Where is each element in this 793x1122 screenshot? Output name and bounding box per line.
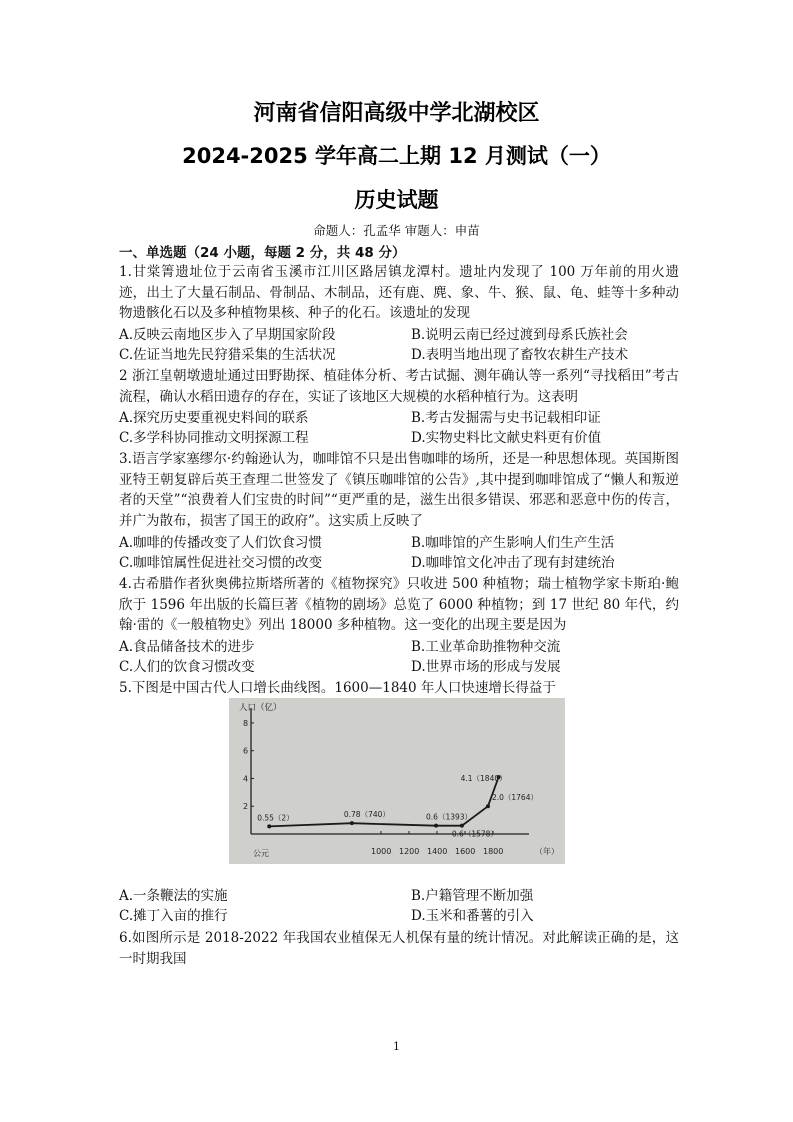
school-title: 河南省信阳高级中学北湖校区 xyxy=(253,101,540,126)
question-5-option-d: D.玉米和番薯的引入 xyxy=(411,908,534,924)
question-1-option-b: B.说明云南已经过渡到母系氏族社会 xyxy=(411,327,628,343)
population-chart xyxy=(229,698,565,864)
question-2-option-d: D.实物史料比文献史料更有价值 xyxy=(411,430,602,446)
question-2-option-b: B.考古发掘需与史书记载相印证 xyxy=(411,410,601,426)
x-tick-label: 1200 xyxy=(399,847,420,856)
population-chart-svg xyxy=(229,698,565,864)
question-5-option-c: C.摊丁入亩的推行 xyxy=(119,908,228,924)
x-axis-label: （年） xyxy=(535,847,559,856)
question-1-option-d: D.表明当地出现了畜牧农耕生产技术 xyxy=(411,347,629,363)
question-1-option-c: C.佐证当地先民狩猎采集的生活状况 xyxy=(119,347,336,363)
section-heading: 一、单选题（24 小题，每题 2 分，共 48 分） xyxy=(119,245,406,261)
question-2-stem: 2 浙江皇朝墩遗址通过田野勘探、植硅体分析、考古试掘、测年确认等一系列“寻找稻田”考古流程，确认水稻田遗存的存在，实证了该地区大规模的水稻种植行为。这表明 xyxy=(119,368,679,405)
question-3-stem: 3.语言学家塞缪尔·约翰逊认为，咖啡馆不只是出售咖啡的场所，还是一种思想体现。英国斯图亚特王朝复辟后英王查理二世签发了《镇压咖啡馆的公告》,其中提到咖啡馆成了“懒人和叛逆者的天堂”“浪费着人们宝贵的时间”“更严重的是，滋生出很多错误、邪恶和恶意中伤的传言，并广为散布，损害了国王的政府”。这实质上反映了 xyxy=(119,451,679,529)
data-point xyxy=(350,821,354,825)
question-2-option-a: A.探究历史要重视史料间的联系 xyxy=(119,410,309,426)
authors-line: 命题人：孔孟华 审题人：申苗 xyxy=(313,223,480,238)
x-tick-label: 1600 xyxy=(455,847,476,856)
x-tick-label: 1400 xyxy=(427,847,448,856)
question-4-option-a: A.食品储备技术的进步 xyxy=(119,639,255,655)
question-5-option-a: A.一条鞭法的实施 xyxy=(119,888,228,904)
x-tick-label: 1800 xyxy=(483,847,504,856)
question-4-option-b: B.工业革命助推物种交流 xyxy=(411,639,561,655)
question-6-stem: 6.如图所示是 2018-2022 年我国农业植保无人机保有量的统计情况。对此解读正确的是，这一时期我国 xyxy=(119,930,679,967)
data-label: 0.6（1578） xyxy=(451,829,498,839)
data-point xyxy=(434,824,438,828)
exam-title: 2024-2025 学年高二上期 12 月测试（一） xyxy=(182,144,611,168)
question-1-stem: 1.甘棠箐遗址位于云南省玉溪市江川区路居镇龙潭村。遗址内发现了 100 万年前的用火遗迹，出土了大量石制品、骨制品、木制品，还有鹿、麂、象、牛、猴、鼠、龟、蛙等十多种动物遗骸化石以及多种植物果核、种子的化石。该遗址的发现 xyxy=(119,264,679,322)
y-tick-label: 2 xyxy=(243,802,249,812)
y-axis-label: 人口（亿） xyxy=(239,703,282,713)
subject-title: 历史试题 xyxy=(354,188,439,212)
page-number: 1 xyxy=(393,1040,400,1053)
data-label: 0.78（740） xyxy=(343,810,390,820)
question-3-option-c: C.咖啡馆属性促进社交习惯的改变 xyxy=(119,555,323,571)
data-point xyxy=(267,824,271,828)
question-1-option-a: A.反映云南地区步入了早期国家阶段 xyxy=(119,327,336,343)
data-label: 0.6（1393） xyxy=(426,812,473,822)
data-label: 2.0（1764） xyxy=(491,793,538,803)
x-tick-label: 1000 xyxy=(371,847,392,856)
y-tick-label: 8 xyxy=(243,718,249,728)
x-origin-label: 公元 xyxy=(253,849,269,858)
question-4-stem: 4.古希腊作者狄奥佛拉斯塔所著的《植物探究》只收进 500 种植物；瑞士植物学家卡斯珀·鲍欣于 1596 年出版的长篇巨著《植物的剧场》总览了 6000 种植物；到 17 世纪 80 年代，约翰·雷的《一般植物史》列出 18000 多种植物。这一变化的出现主要是因为 xyxy=(119,576,679,634)
question-2-option-c: C.多学科协同推动文明探源工程 xyxy=(119,430,309,446)
question-3-option-b: B.咖啡馆的产生影响人们生产生活 xyxy=(411,535,615,551)
question-4-option-d: D.世界市场的形成与发展 xyxy=(411,659,561,675)
question-5-stem: 5.下图是中国古代人口增长曲线图。1600—1840 年人口快速增长得益于 xyxy=(119,680,556,696)
question-3-option-a: A.咖啡的传播改变了人们饮食习惯 xyxy=(119,535,323,551)
data-label: 0.55（2） xyxy=(257,813,294,823)
question-3-option-d: D.咖啡馆文化冲击了现有封建统治 xyxy=(411,555,615,571)
data-point xyxy=(460,824,464,828)
y-tick-label: 6 xyxy=(243,746,249,756)
y-tick-label: 4 xyxy=(243,774,249,784)
data-label: 4.1（1840） xyxy=(460,774,507,784)
question-4-option-c: C.人们的饮食习惯改变 xyxy=(119,659,255,675)
question-5-option-b: B.户籍管理不断加强 xyxy=(411,888,534,904)
data-point xyxy=(486,804,490,808)
